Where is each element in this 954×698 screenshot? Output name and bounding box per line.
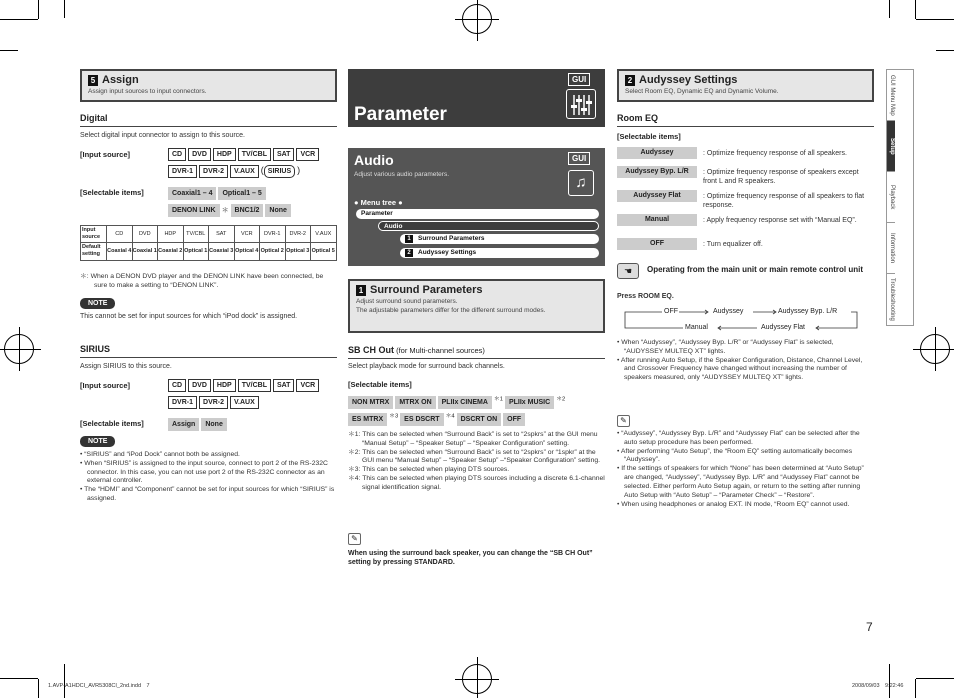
- crop-mark: [915, 679, 916, 698]
- section-number: 1: [356, 285, 366, 296]
- crop-mark: [64, 0, 65, 18]
- section-number: 2: [625, 75, 635, 86]
- audyssey-bullets: [617, 339, 874, 383]
- note-label: NOTE: [80, 298, 115, 309]
- digital-selectable-row2: [168, 204, 293, 217]
- input-source-chip[interactable]: CD: [168, 379, 186, 392]
- note-badge: [80, 436, 115, 447]
- audyssey-title: Audyssey Settings: [639, 74, 738, 86]
- input-source-chip[interactable]: DVD: [188, 148, 211, 161]
- option-desc: : Optimize frequency response of speakers except front L and R speakers.: [703, 169, 859, 186]
- option-desc: : Optimize frequency response of all speakers to flat response.: [703, 193, 865, 210]
- tab-troubleshooting[interactable]: Troubleshooting: [888, 278, 895, 321]
- press-room-eq: Press ROOM EQ.: [617, 293, 674, 300]
- selectable-chip[interactable]: NON MTRX: [348, 396, 393, 409]
- selectable-chip[interactable]: None: [201, 418, 227, 431]
- equalizer-icon: [566, 89, 596, 119]
- selectable-chip[interactable]: DSCRT ON: [457, 413, 502, 426]
- table-cell: Coaxial 3: [209, 243, 235, 260]
- flow-step: Manual: [685, 324, 708, 331]
- registration-mark: [4, 334, 34, 364]
- menu-tree-text: Menu tree: [360, 198, 397, 207]
- tree-parameter: Parameter: [356, 209, 599, 219]
- digital-input-row1: [168, 148, 321, 161]
- audyssey-flat-option[interactable]: Audyssey Flat: [617, 190, 697, 202]
- note-badge: [80, 298, 115, 309]
- table-header-input: Input source: [81, 226, 107, 243]
- surround-selectable-row1: [348, 396, 565, 409]
- sirius-desc: Assign SIRIUS to this source.: [80, 363, 172, 370]
- crop-mark: [0, 19, 38, 20]
- assign-title: Assign: [102, 74, 139, 86]
- default-setting-table: [80, 225, 337, 261]
- flow-step: OFF: [664, 308, 678, 315]
- surround-title: Surround Parameters: [370, 284, 483, 296]
- audyssey-tips: [617, 430, 874, 509]
- tab-gui-menu-map[interactable]: GUI Menu Map: [887, 70, 895, 121]
- manual-option[interactable]: Manual: [617, 214, 697, 226]
- selectable-chip[interactable]: PLIIx CINEMA: [438, 396, 492, 409]
- surround-footnotes: [348, 431, 605, 493]
- digital-note-text: This cannot be set for input sources for which “iPod dock” is assigned.: [80, 313, 298, 320]
- registration-mark: [920, 334, 950, 364]
- table-cell: DVR-1: [260, 226, 286, 243]
- footnote-star: ＊: [221, 207, 229, 214]
- selectable-chip[interactable]: PLIIx MUSIC: [505, 396, 554, 409]
- crop-mark: [0, 678, 38, 679]
- selectable-chip[interactable]: Assign: [168, 418, 199, 431]
- sb-ch-out-title: SB CH Out: [348, 345, 394, 355]
- selectable-chip[interactable]: None: [265, 204, 291, 217]
- option-desc: : Apply frequency response set with “Manual EQ”.: [703, 217, 857, 224]
- crop-mark: [915, 0, 916, 19]
- note-item: • When “SIRIUS” is assigned to the input source, connect to port 2 of the RS-232C connector. In this case, you can not use port 2 of the RS-232C connector as an external controller.: [80, 459, 328, 485]
- room-eq-selectable-label: [Selectable items]: [617, 132, 681, 141]
- tree-number: 1: [405, 235, 413, 243]
- tree-item-label: Audyssey Settings: [418, 249, 477, 256]
- input-source-chip[interactable]: SAT: [273, 379, 294, 392]
- table-cell: Coaxial 1: [132, 243, 158, 260]
- selectable-chip[interactable]: Coaxial1 – 4: [168, 187, 216, 200]
- surround-subtitle: Adjust surround sound parameters. The adjustable parameters differ for the different surround modes.: [356, 298, 546, 314]
- selectable-chip[interactable]: Optical1 – 5: [218, 187, 265, 200]
- table-cell: Optical 5: [311, 243, 337, 260]
- selectable-chip[interactable]: ES DSCRT: [400, 413, 443, 426]
- input-source-chip[interactable]: HDP: [213, 148, 236, 161]
- banner-divider: [348, 127, 605, 130]
- registration-mark: [462, 664, 492, 694]
- flow-step: Audyssey Flat: [761, 324, 805, 331]
- crop-mark: [916, 678, 954, 679]
- note-label: NOTE: [80, 436, 115, 447]
- table-cell: HDP: [158, 226, 184, 243]
- surround-header: [348, 279, 605, 333]
- input-source-chip[interactable]: V.AUX: [230, 396, 259, 409]
- crop-mark: [889, 0, 890, 18]
- remote-control-icon: ☚: [617, 263, 639, 279]
- footnote-item: ＊1: This can be selected when “Surround Back” is set to “2spkrs” at the GUI menu “Manual Setup” – “Speaker Setup” – “Speaker Configuration” setting.: [348, 431, 598, 447]
- digital-input-row2: DVR-1 DVR-2 V.AUX ( SIRIUS ): [168, 165, 300, 178]
- table-cell: Optical 2: [260, 243, 286, 260]
- op-heading: Operating from the main unit or main remote control unit: [647, 265, 864, 274]
- table-cell: DVD: [132, 226, 158, 243]
- table-cell: Coaxial 4: [107, 243, 133, 260]
- audio-title: Audio: [354, 152, 394, 168]
- assign-header: [80, 69, 337, 102]
- sirius-notes: [80, 451, 337, 504]
- digital-input-source-label: [Input source]: [80, 150, 130, 159]
- tip-item: • If the settings of speakers for which “None” has been determined at “Auto Setup” are changed, “Audyssey”, “Audyssey Byp. L/R” and “Audyssey Flat” cannot be selected. Either perform Auto Setup again, or return to the setting after running Auto Setup with “Auto Setup” – “Parameter Check” – “Restore”.: [617, 465, 864, 499]
- parameter-title: Parameter: [354, 104, 447, 125]
- digital-desc: Select digital input connector to assign to this source.: [80, 132, 245, 139]
- option-desc: : Turn equalizer off.: [703, 241, 763, 248]
- sirius-input-row1: [168, 379, 321, 392]
- table-cell: DVR-2: [285, 226, 311, 243]
- room-eq-heading: Room EQ: [617, 113, 874, 127]
- table-cell: CD: [107, 226, 133, 243]
- input-source-chip[interactable]: HDP: [213, 379, 236, 392]
- side-tabs: [886, 69, 914, 326]
- footer-date: 2008/09/03 9:22:46: [852, 683, 904, 689]
- sb-desc: Select playback mode for surround back channels.: [348, 363, 505, 370]
- bullet-item: • After running Auto Setup, if the Speaker Configuration, Distance, Channel Level, and Crossover Frequency have changed without increasing the number of speakers measured, only “AUDYSSEY MULTEQ XT” lights.: [617, 356, 863, 382]
- audyssey-byp-option[interactable]: Audyssey Byp. L/R: [617, 166, 697, 178]
- crop-mark: [38, 0, 39, 19]
- surround-selectable-label: [Selectable items]: [348, 380, 412, 389]
- audio-subtitle: Adjust various audio parameters.: [354, 171, 450, 178]
- gui-badge: GUI: [568, 152, 590, 165]
- flow-step: Audyssey: [713, 308, 744, 315]
- table-cell: SAT: [209, 226, 235, 243]
- tab-information[interactable]: Information: [887, 223, 895, 274]
- crop-mark: [936, 50, 954, 51]
- input-source-chip[interactable]: V.AUX: [230, 165, 259, 178]
- footnote-ref: ＊2: [556, 396, 566, 403]
- selectable-chip[interactable]: BNC1/2: [231, 204, 264, 217]
- sirius-selectable-row: [168, 418, 229, 431]
- selectable-chip[interactable]: OFF: [503, 413, 525, 426]
- table-header-default: Default setting: [81, 243, 107, 260]
- digital-footnote: ＊: When a DENON DVD player and the DENON LINK have been connected, be sure to make a setting to “DENON LINK”.: [80, 273, 324, 289]
- audio-panel: [348, 148, 605, 266]
- input-source-chip[interactable]: CD: [168, 148, 186, 161]
- tip-item: • When using headphones or analog EXT. IN mode, “Room EQ” cannot used.: [617, 500, 850, 508]
- footnote-item: ＊4: This can be selected when playing DTS sources including a discrete 6.1-channel signal identification signal.: [348, 475, 605, 491]
- digital-selectable-row1: [168, 187, 268, 200]
- table-cell: Optical 1: [183, 243, 209, 260]
- tree-surround-parameters[interactable]: [400, 234, 599, 244]
- sirius-input-source-label: [Input source]: [80, 381, 130, 390]
- audyssey-subtitle: Select Room EQ, Dynamic EQ and Dynamic Volume.: [625, 88, 779, 96]
- selectable-chip[interactable]: DENON LINK: [168, 204, 220, 217]
- input-source-chip[interactable]: DVR-1: [168, 396, 197, 409]
- input-source-chip[interactable]: VCR: [296, 379, 319, 392]
- footer-file: 1.AVP-A1HDCI_AVR5308CI_2nd.indd 7: [48, 683, 150, 689]
- surround-tip: When using the surround back speaker, you can change the “SB CH Out” setting by pressing STANDARD.: [348, 550, 593, 567]
- note-item: • The “HDMI” and “Component” cannot be set for input sources for which “SIRIUS” is assigned.: [80, 486, 335, 503]
- table-cell: VCR: [234, 226, 260, 243]
- tip-item: • After performing “Auto Setup”, the “Room EQ” setting automatically becomes “Audyssey”.: [617, 447, 853, 464]
- flow-step: Audyssey Byp. L/R: [778, 308, 838, 315]
- crop-mark: [38, 679, 39, 698]
- input-source-chip[interactable]: DVR-1: [168, 165, 197, 178]
- tip-item: • “Audyssey”, “Audyssey Byp. L/R” and “Audyssey Flat” can be selected after the auto setup procedure has been performed.: [617, 430, 860, 446]
- sirius-input-row2: [168, 396, 261, 409]
- section-number: 5: [88, 75, 98, 86]
- menu-tree-label: ● Menu tree ●: [354, 198, 403, 207]
- crop-mark: [64, 664, 65, 698]
- audyssey-header: [617, 69, 874, 102]
- crop-mark: [889, 664, 890, 698]
- tab-setup[interactable]: Setup: [887, 121, 895, 172]
- tree-audio: Audio: [378, 221, 599, 231]
- option-desc: : Optimize frequency response of all speakers.: [703, 150, 847, 157]
- footnote-ref: ＊4: [445, 413, 455, 420]
- table-cell: Optical 3: [285, 243, 311, 260]
- table-cell: Coaxial 2: [158, 243, 184, 260]
- input-source-chip[interactable]: TV/CBL: [238, 379, 271, 392]
- assign-subtitle: Assign input sources to input connectors.: [88, 88, 207, 96]
- sb-ch-out-subtitle: (for Multi-channel sources): [394, 346, 485, 355]
- sirius-selectable-label: [Selectable items]: [80, 419, 144, 428]
- sb-ch-out-heading: [348, 345, 605, 359]
- footnote-ref: ＊1: [493, 396, 503, 403]
- crop-mark: [0, 50, 18, 51]
- digital-heading: Digital: [80, 113, 337, 127]
- footnote-ref: ＊3: [389, 413, 399, 420]
- audyssey-option[interactable]: Audyssey: [617, 147, 697, 159]
- registration-mark: [462, 4, 492, 34]
- note-item: • “SIRIUS” and “iPod Dock” cannot both be assigned.: [80, 451, 240, 458]
- off-option[interactable]: OFF: [617, 238, 697, 250]
- footnote-item: ＊3: This can be selected when playing DTS sources.: [348, 466, 510, 474]
- surround-selectable-row2: [348, 413, 527, 426]
- selectable-chip[interactable]: ES MTRX: [348, 413, 387, 426]
- footnote-item: ＊2: This can be selected when “Surround Back” is set to “2spkrs” or “1spkr” at the GUI menu “Manual Setup” – “Speaker Setup” –“Speaker Configuration” setting.: [348, 448, 601, 465]
- digital-selectable-label: [Selectable items]: [80, 188, 144, 197]
- selectable-chip[interactable]: MTRX ON: [395, 396, 435, 409]
- page-number: 7: [866, 620, 873, 634]
- table-cell: TV/CBL: [183, 226, 209, 243]
- pencil-icon: ✎: [348, 533, 361, 545]
- input-source-chip[interactable]: SAT: [273, 148, 294, 161]
- tree-audyssey-settings[interactable]: [400, 248, 599, 258]
- crop-mark: [916, 19, 954, 20]
- tree-number: 2: [405, 249, 413, 257]
- input-source-chip[interactable]: DVD: [188, 379, 211, 392]
- sirius-heading: SIRIUS: [80, 344, 337, 358]
- parameter-banner: [348, 69, 605, 127]
- input-source-chip[interactable]: TV/CBL: [238, 148, 271, 161]
- tab-playback[interactable]: Playback: [887, 172, 895, 223]
- input-source-chip[interactable]: DVR-2: [199, 165, 228, 178]
- pencil-icon: ✎: [617, 415, 630, 427]
- input-source-chip[interactable]: VCR: [296, 148, 319, 161]
- table-cell: V.AUX: [311, 226, 337, 243]
- bullet-item: • When “Audyssey”, “Audyssey Byp. L/R” or “Audyssey Flat” is selected, “AUDYSSEY MULTEQ XT” lights.: [617, 339, 834, 355]
- tree-item-label: Surround Parameters: [418, 235, 485, 242]
- gui-badge: GUI: [568, 73, 590, 86]
- audio-note-icon: ♫: [568, 170, 594, 196]
- sirius-chip[interactable]: SIRIUS: [264, 165, 295, 178]
- input-source-chip[interactable]: DVR-2: [199, 396, 228, 409]
- table-cell: Optical 4: [234, 243, 260, 260]
